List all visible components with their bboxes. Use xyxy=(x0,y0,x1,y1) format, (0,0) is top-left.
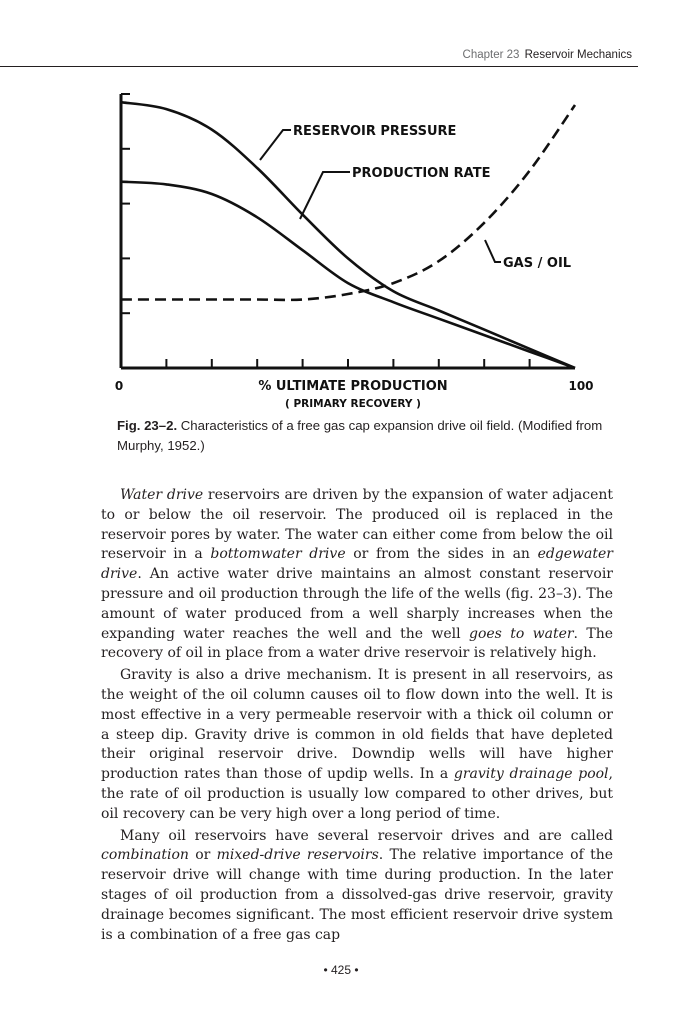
figure-label: Fig. 23–2. xyxy=(117,418,178,433)
term-water-drive: Water drive xyxy=(120,487,204,503)
label-production-rate: PRODUCTION RATE xyxy=(352,166,491,181)
text-run: Gravity is also a drive mechanism. It is present in all reservoirs, as the weight of the oil column causes oil to flow down into the well. It is most effective in a very permeable reservoir with a thick oil column or a steep dip. Gravity drive is common in old fields that have depleted their original reservoir drive. Downdip wells will have higher production rates than those of updip wells. In a xyxy=(101,667,613,783)
running-head xyxy=(463,49,632,61)
series-reservoir-pressure xyxy=(121,102,575,368)
body-text xyxy=(101,486,613,945)
x-tick-label-0: 0 xyxy=(114,379,124,393)
term-combination: combination xyxy=(101,847,189,864)
paragraph-water-drive xyxy=(101,486,613,664)
term-gravity-drainage-pool: gravity drainage pool xyxy=(453,766,609,783)
chapter-number: Chapter 23 xyxy=(462,49,520,61)
term-edgewater-drive: edgewater drive xyxy=(101,546,613,583)
series-layer xyxy=(121,102,575,368)
x-tick-label-100: 100 xyxy=(568,379,594,393)
text-run: , the rate of oil production is usually low compared to other drives, but oil recovery can be very high over a long period of time. xyxy=(101,766,613,822)
chapter-title: Reservoir Mechanics xyxy=(524,49,632,61)
figure-caption xyxy=(117,416,627,456)
text-run: . The recovery of oil in place from a water drive reservoir is relatively high. xyxy=(101,625,613,662)
paragraph-gravity-drive xyxy=(101,666,613,824)
leader-production-rate xyxy=(300,172,350,219)
x-axis-subtitle: ( PRIMARY RECOVERY ) xyxy=(285,398,421,410)
label-leaders xyxy=(260,130,501,262)
text-run: . The relative importance of the reservoir drive will change with time during production. In the later stages of oil production from a dissolved-gas drive reservoir, gravity drainage becomes significant. The most efficient reservoir drive system is a combination of a free gas cap xyxy=(101,847,614,943)
figure-caption-text: Characteristics of a free gas cap expansion drive oil field. (Modified from Murphy, 1952.) xyxy=(117,418,603,453)
leader-gas-oil xyxy=(485,240,501,262)
text-run: . An active water drive maintains an almost constant reservoir pressure and oil production through the life of the wells (fig. 23–3). The amount of water produced from a well sharply increases when the expanding water reaches the well and the well xyxy=(101,566,613,642)
header-rule xyxy=(0,66,638,67)
text-run: Many oil reservoirs have several reservoir drives and are called xyxy=(120,827,613,844)
leader-reservoir-pressure xyxy=(260,130,291,160)
figure-23-2-chart xyxy=(105,80,605,415)
term-bottomwater-drive: bottomwater drive xyxy=(210,546,346,563)
paragraph-combination-drive xyxy=(101,827,613,946)
text-run: reservoirs are driven by the expansion of water adjacent to or below the oil reservoir. The produced oil is replaced in the reservoir pores by water. The water can either come from below the oil reservoir in a xyxy=(101,487,613,563)
x-axis-title: % ULTIMATE PRODUCTION xyxy=(258,379,448,394)
label-gas-oil: GAS / OIL xyxy=(503,256,572,271)
term-mixed-drive-reservoirs: mixed-drive reservoirs xyxy=(216,847,379,864)
term-goes-to-water: goes to water xyxy=(468,625,574,642)
label-reservoir-pressure: RESERVOIR PRESSURE xyxy=(293,124,457,139)
page-number: • 425 • xyxy=(323,963,359,977)
text-run: or from the sides in an xyxy=(345,546,538,563)
text-run: or xyxy=(188,847,217,864)
